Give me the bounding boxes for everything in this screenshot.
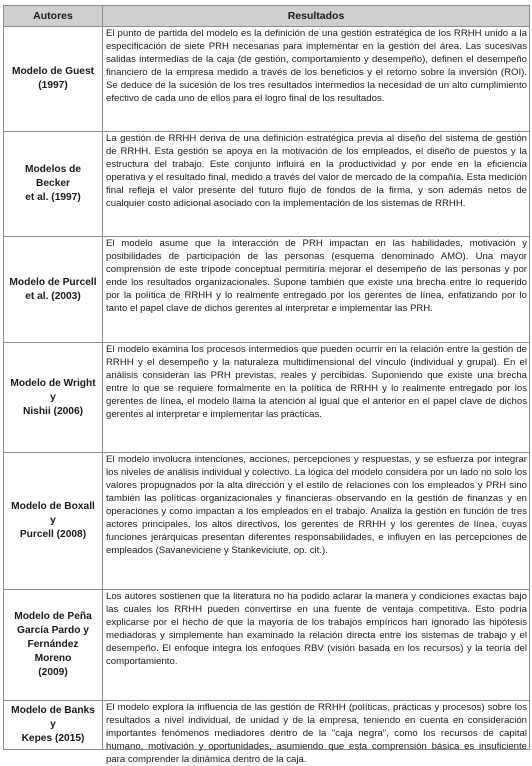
result-cell <box>103 590 530 701</box>
table-row <box>4 701 530 750</box>
author-cell: Modelo de Peña García Pardo y Fernández Moreno (2009) <box>4 590 103 701</box>
header-results: Resultados <box>103 6 530 27</box>
result-text: El modelo involucra intenciones, acciones, percepciones y respuestas, y se esfuerza por integrar los niveles de análisis individual y colectivo. La lógica del modelo considera por un lado no solo los valores propugnados por la alta dirección y el estilo de relaciones con los empleados y PRH sino también las políticas organizacionales y financieras observando en la gestión de finanzas y en operaciones y como impactan a los empleados en el trabajo. Analiza la gestión en función de tres actores principales, los altos directivos, los gerentes de RRHH y los gerentes de línea, cuyas funciones jerárquicas presentan diferentes responsabilidades, e influyen en las percepciones de empleados (Savaneviciene y Stankeviciute, op. cit.). <box>106 454 527 556</box>
result-cell <box>103 701 530 765</box>
table-row <box>4 132 530 237</box>
table-row <box>4 27 530 132</box>
result-cell <box>103 27 530 132</box>
result-cell <box>103 132 530 237</box>
result-text: El punto de partida del modelo es la definición de una gestión estratégica de los RRHH unido a la especificación de siete PRH necesarias para implementar en la gestión del área. Las sucesivas salidas intermedias de la caja (de gestión, comportamiento y desempeño), definen el desempeño financiero de la empresa medido a través de los beneficios y el retorno sobre la inversión (ROI). Se deduce de la sucesión de los tres resultados intermedios la necesidad de un alto cumplimiento efectivo de cada uno de ellos para el logro final de los resultados. <box>106 28 527 104</box>
author-cell: Modelo de Purcell et al. (2003) <box>4 237 103 343</box>
result-cell <box>103 453 530 590</box>
result-text: La gestión de RRHH deriva de una definición estratégica previa al diseño del sistema de gestión de RRHH. Esta gestión se apoya en la motivación de los empleados, el diseño de puestos y la estructura del trabajo. Este conjunto influirá en la productividad y por ende en la eficiencia operativa y el resultado final, medido a través del valor de mercado de la compañía. Esta medición final refleja el valor presente del futuro flujo de fondos de la firma, y son además netos de cualquier costo adicional asociado con la implementación de los sistemas de RRHH. <box>106 133 527 209</box>
result-text: El modelo asume que la interacción de PRH impactan en las habilidades, motivación y posibilidades de participación de las personas (esquema denominado AMO). Una mayor comprensión de este trípode conceptual permitiría mejorar el desempeño de las personas y por ende los resultados organizacionales. Supone también que existe una brecha entre lo requerido por la política de RRHH y lo realmente entregado por los gerentes de línea, enfatizando por lo tanto el papel clave de dichos gerentes al interpretar e implementar las PRH. <box>106 238 527 314</box>
table-header-row <box>4 6 530 27</box>
models-table <box>3 5 530 765</box>
result-text: El modelo explora la influencia de las gestión de RRHH (políticas, prácticas y procesos) sobre los resultados a nivel individual, de unidad y de la empresa, teniendo en cuenta en consideración importantes fenómenos mediadores dentro de la "caja negra", como los recursos de capital humano, motivación y oportunidades, asumiendo que esta comprensión básica es insuficiente para comprender la dinámica dentro de la caja. <box>106 702 527 765</box>
result-text: Los autores sostienen que la literatura no ha podido aclarar la manera y condiciones exactas bajo las cuales los RRHH pueden convertirse en una fuente de ventaja competitiva. Esto podría explicarse por el hecho de que la mayoría de los trabajos empíricos han ignorado las hipótesis mediadoras y simplemente han examinado la relación directa entre los sistemas de trabajo y el desempeño. El enfoque integra los enfoques RBV (visión basada en los recursos) y la teoría del comportamiento. <box>106 591 527 667</box>
result-text: El modelo examina los procesos intermedios que pueden ocurrir en la relación entre la gestión de RRHH y el desempeño y la naturaleza multidimensional del vínculo (individual y grupal). En el análisis consideran las PRH previstas, reales y percibidas. Suponiendo que existe una brecha entre lo que se requiere formalmente en la política de RRHH y lo realmente entregado por los gerentes de línea, el modelo llama la atención al igual que el anterior en el papel clave de dichos gerentes al interpretar e implementar las prácticas. <box>106 344 527 420</box>
result-cell <box>103 343 530 453</box>
header-authors: Autores <box>4 6 103 27</box>
result-cell <box>103 237 530 343</box>
author-cell: Modelos de Becker et al. (1997) <box>4 132 103 237</box>
author-cell: Modelo de Wright y Nishii (2006) <box>4 343 103 453</box>
table-row <box>4 453 530 590</box>
author-cell: Modelo de Guest (1997) <box>4 27 103 132</box>
table-row <box>4 590 530 701</box>
table-row <box>4 237 530 343</box>
author-cell: Modelo de Banks y Kepes (2015) <box>4 701 103 750</box>
author-cell: Modelo de Boxall y Purcell (2008) <box>4 453 103 590</box>
table-row <box>4 343 530 453</box>
